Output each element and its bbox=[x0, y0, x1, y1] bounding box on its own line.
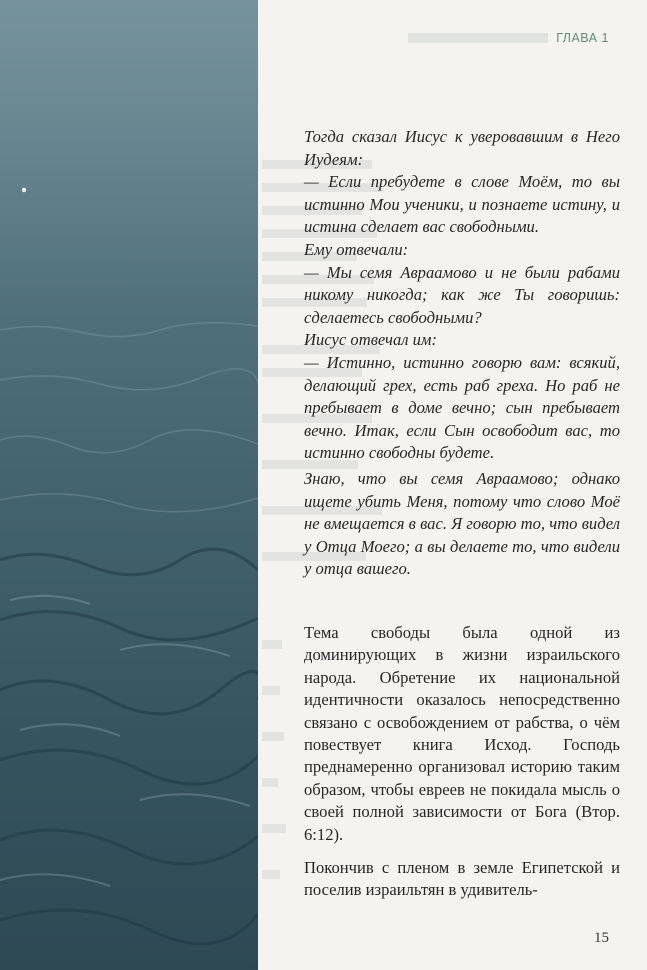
quote-line: — Истинно, истинно говорю вам: всякий, делающий грех, есть раб греха. Но раб не пребывает в доме вечно; сын пребывает вечно. Итак, если Сын освободит вас, то истинно свободны будете. bbox=[304, 352, 620, 463]
quote-line: — Мы семя Авраамово и не были рабами никому никогда; как же Ты говоришь: сделаетесь свободными? bbox=[304, 262, 620, 327]
quote-line: Ему отвечали: bbox=[304, 239, 409, 259]
quote-line: Иисус отвечал им: bbox=[304, 330, 438, 350]
light-speck bbox=[22, 188, 26, 192]
chapter-label: ГЛАВА 1 bbox=[556, 31, 609, 45]
scripture-quote bbox=[304, 126, 620, 581]
text-page bbox=[258, 0, 647, 970]
body-paragraph: Покончив с пленом в земле Египетской и поселив израильтян в удивитель- bbox=[304, 858, 620, 900]
quote-line: Тогда сказал Иисус к уверовавшим в Него Иудеям: bbox=[304, 127, 620, 169]
sea-waves-illustration bbox=[0, 0, 258, 970]
quote-line: Знаю, что вы семя Авраамово; однако ищете убить Меня, потому что слово Моё не вмещается в вас. Я говорю то, что видел у Отца Моего; а вы делаете то, что видели у отца вашего. bbox=[304, 468, 620, 579]
quote-line: — Если пребудете в слове Моём, то вы истинно Мои ученики, и познаете истину, и истина сделает вас свободными. bbox=[304, 172, 620, 237]
body-text bbox=[304, 622, 620, 902]
page-number: 15 bbox=[594, 930, 609, 946]
body-paragraph: Тема свободы была одной из доминирующих в жизни израильского народа. Обретение их национальной идентичности оказалось непосредственно связано с освобождением от рабства, о чём повествует книга Исход. Господь преднамеренно организовал историю таким образом, чтобы евреев не покидала мысль о своей полной зависимости от Бога (Втор. 6:12). bbox=[304, 623, 620, 844]
sea-photo bbox=[0, 0, 258, 970]
bleed-through-header bbox=[408, 33, 548, 43]
